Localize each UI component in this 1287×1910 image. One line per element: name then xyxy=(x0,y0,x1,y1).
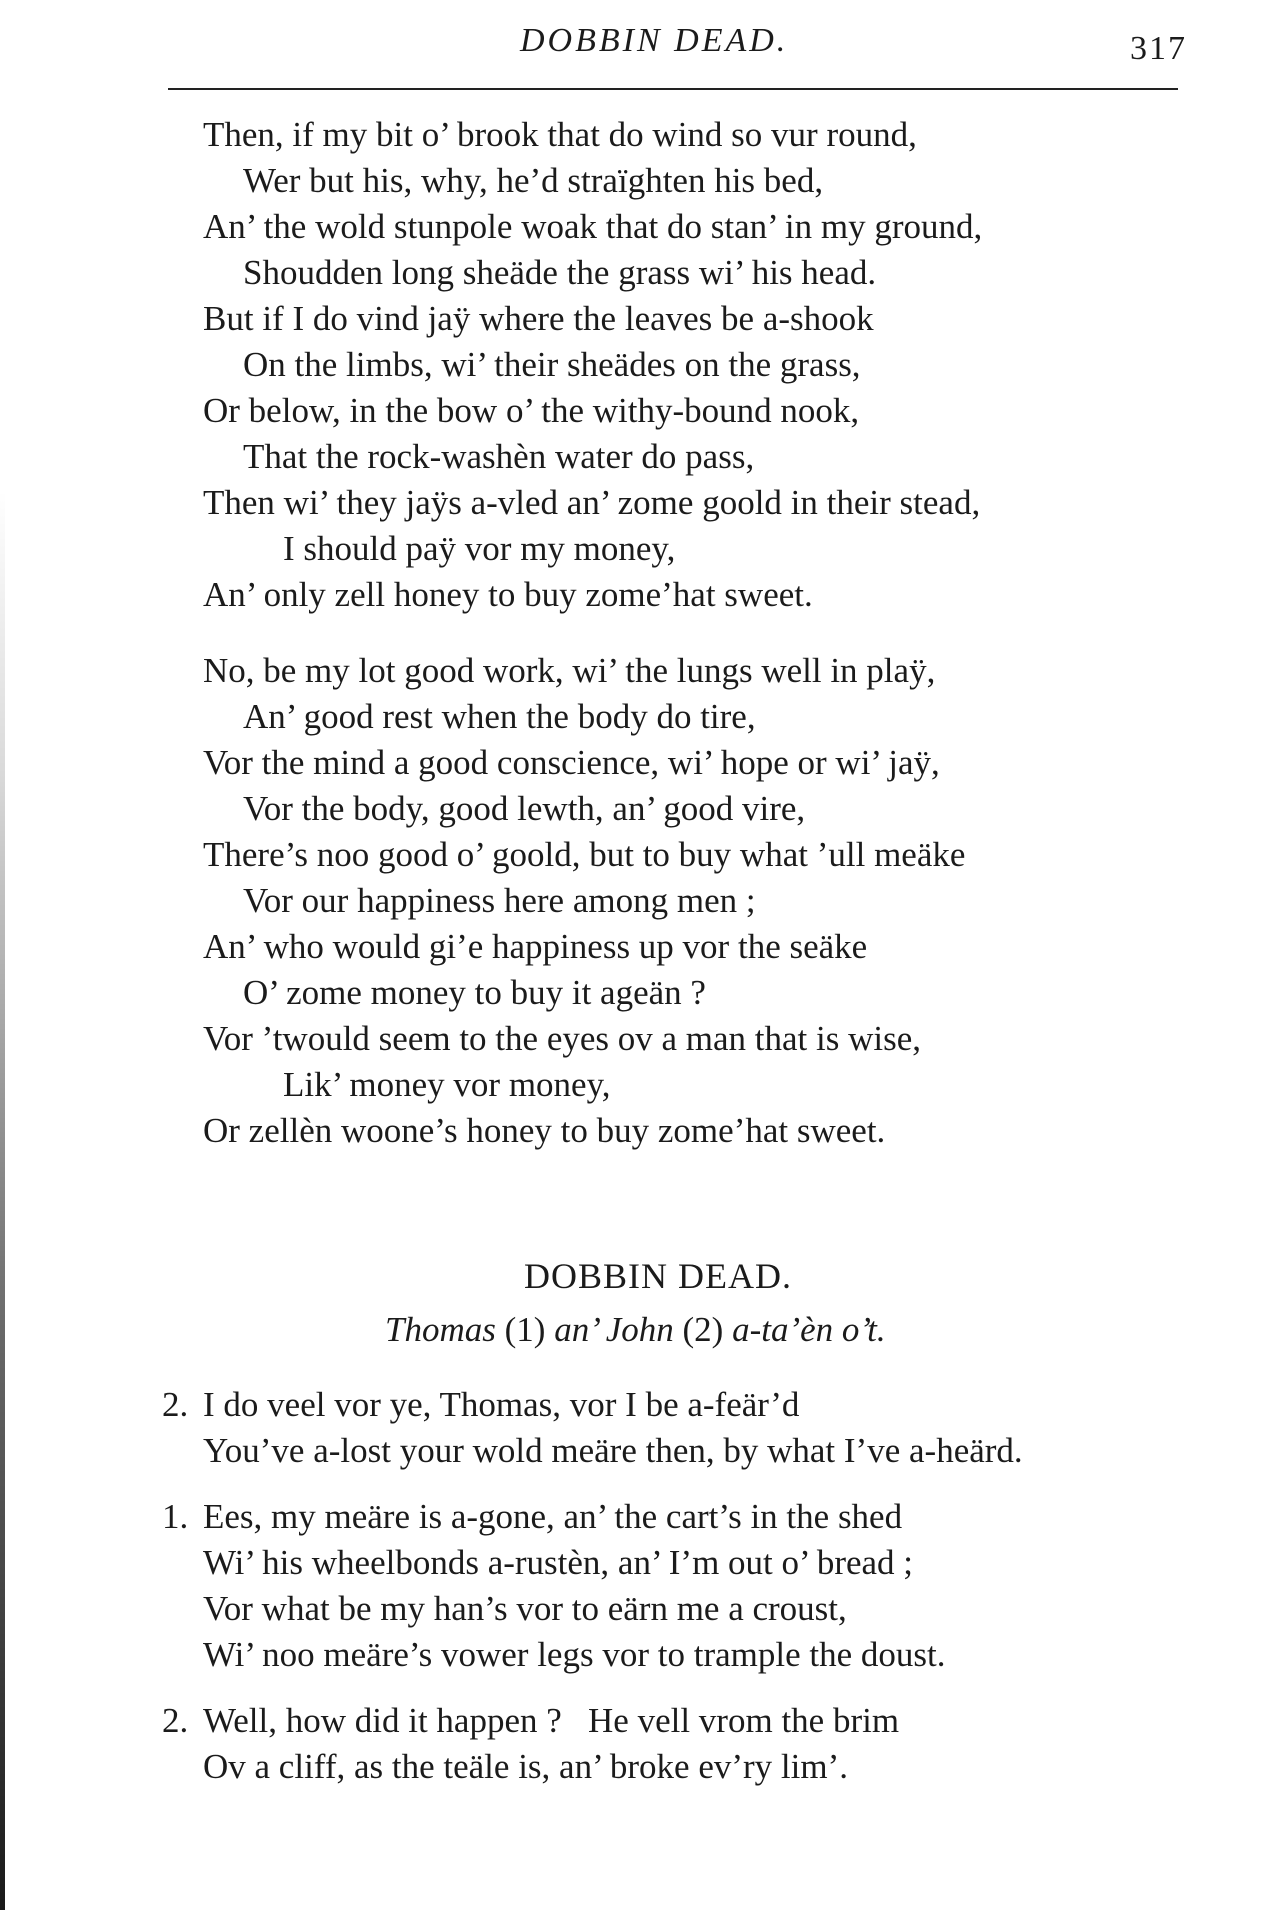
verse-line: Vor our happiness here among men ; xyxy=(243,881,756,920)
subtitle-speaker-one: Thomas xyxy=(385,1310,496,1349)
subtitle-number-one: (1) xyxy=(504,1310,546,1349)
verse-line: There’s noo good o’ goold, but to buy what ’ull meäke xyxy=(203,835,966,874)
verse-line: Then, if my bit o’ brook that do wind so vur round, xyxy=(203,115,917,154)
verse-line: Vor the body, good lewth, an’ good vire, xyxy=(243,789,806,828)
verse-line: You’ve a-lost your wold meäre then, by what I’ve a-heärd. xyxy=(203,1431,1023,1470)
running-title: DOBBIN DEAD. xyxy=(520,22,789,59)
verse-line: Vor what be my han’s vor to eärn me a croust, xyxy=(203,1589,847,1628)
verse-line: Then wi’ they jaÿs a-vled an’ zome goold in their stead, xyxy=(203,483,981,522)
poem-title: DOBBIN DEAD. xyxy=(524,1256,792,1296)
verse-line: Shoudden long sheäde the grass wi’ his head. xyxy=(243,253,877,292)
verse-line: Lik’ money vor money, xyxy=(283,1065,611,1104)
verse-line: Wer but his, why, he’d straïghten his bed, xyxy=(243,161,824,200)
verse-line: Vor the mind a good conscience, wi’ hope or wi’ jaÿ, xyxy=(203,743,940,782)
subtitle-speaker-two: an’ John xyxy=(554,1310,674,1349)
verse-line: An’ good rest when the body do tire, xyxy=(243,697,756,736)
verse-line: Wi’ noo meäre’s vower legs vor to trample the doust. xyxy=(203,1635,946,1674)
verse-line: Ees, my meäre is a-gone, an’ the cart’s in the shed xyxy=(203,1497,903,1536)
speaker-number: 2. xyxy=(162,1701,189,1740)
subtitle-tail: a-ta’èn o’t. xyxy=(732,1310,886,1349)
verse-line: No, be my lot good work, wi’ the lungs well in plaÿ, xyxy=(203,651,936,690)
verse-line: Wi’ his wheelbonds a-rustèn, an’ I’m out o’ bread ; xyxy=(203,1543,914,1582)
page-binding-shadow xyxy=(0,490,5,1910)
header-rule xyxy=(168,88,1178,90)
verse-line: On the limbs, wi’ their sheädes on the grass, xyxy=(243,345,861,384)
verse-line: I do veel vor ye, Thomas, vor I be a-feär’d xyxy=(203,1385,800,1424)
verse-line: But if I do vind jaÿ where the leaves be a-shook xyxy=(203,299,874,338)
speaker-number: 1. xyxy=(162,1497,189,1536)
verse-line: I should paÿ vor my money, xyxy=(283,529,676,568)
verse-line: Ov a cliff, as the teäle is, an’ broke ev’ry lim’. xyxy=(203,1747,848,1786)
subtitle-number-two: (2) xyxy=(682,1310,724,1349)
verse-line: Well, how did it happen ? He vell vrom the brim xyxy=(203,1701,900,1740)
verse-line: Or below, in the bow o’ the withy-bound nook, xyxy=(203,391,860,430)
verse-line: O’ zome money to buy it ageän ? xyxy=(243,973,706,1012)
verse-line: Or zellèn woone’s honey to buy zome’hat sweet. xyxy=(203,1111,886,1150)
poem-subtitle xyxy=(385,1310,886,1350)
verse-line: An’ the wold stunpole woak that do stan’ in my ground, xyxy=(203,207,983,246)
verse-line: An’ who would gi’e happiness up vor the seäke xyxy=(203,927,868,966)
page-number: 317 xyxy=(1130,30,1187,67)
speaker-number: 2. xyxy=(162,1385,189,1424)
verse-line: That the rock-washèn water do pass, xyxy=(243,437,755,476)
verse-line: An’ only zell honey to buy zome’hat sweet. xyxy=(203,575,813,614)
verse-line: Vor ’twould seem to the eyes ov a man that is wise, xyxy=(203,1019,922,1058)
